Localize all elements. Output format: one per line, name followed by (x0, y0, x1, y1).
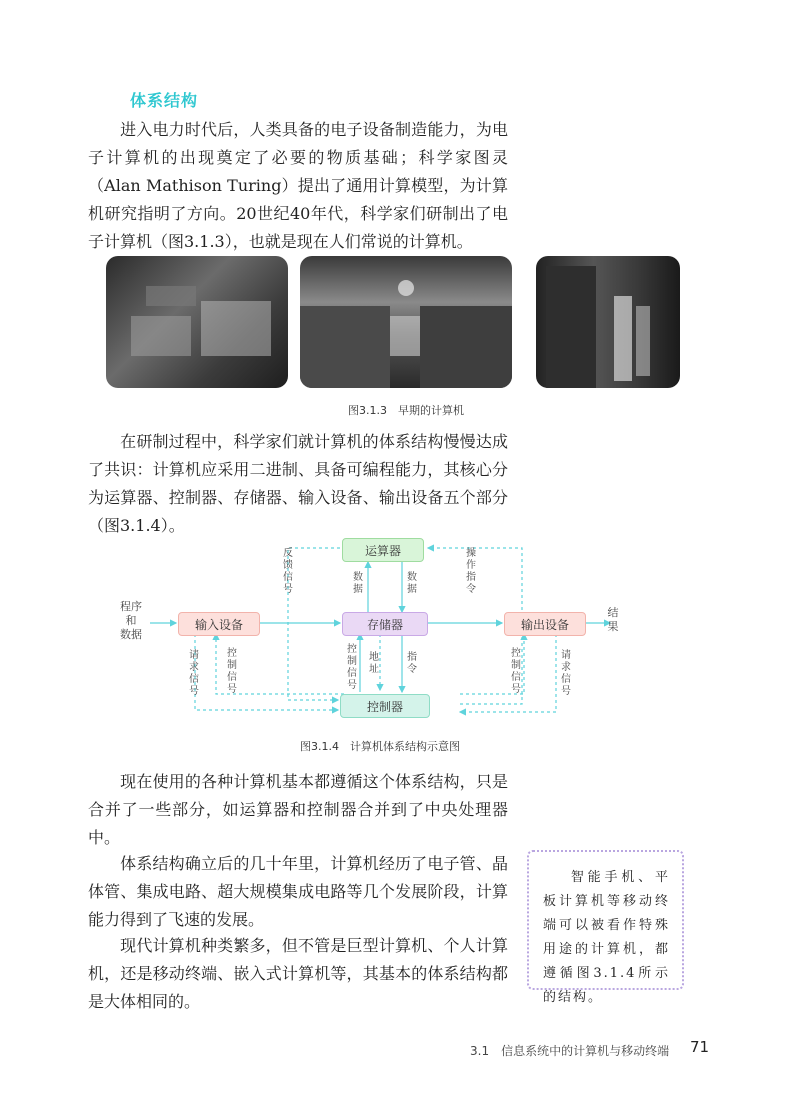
label-address: 地址 (369, 652, 379, 675)
photo-operators (536, 256, 680, 388)
label-control-signal-mid: 控制信号 (347, 644, 357, 691)
paragraph-5-text: 现代计算机种类繁多，但不管是巨型计算机、个人计算机，还是移动终端、嵌入式计算机等，其基本的体系结构都是大体相同的。 (88, 936, 508, 1011)
box-alu: 运算器 (342, 538, 424, 562)
section-title: 体系结构 (130, 91, 199, 110)
page-number: 71 (690, 1038, 710, 1056)
paragraph-4-text: 体系结构确立后的几十年里，计算机经历了电子管、晶体管、集成电路、超大规模集成电路等几个发展阶段，计算能力得到了飞速的发展。 (88, 854, 508, 929)
figure-3-1-4-caption: 图3.1.4 计算机体系结构示意图 (300, 740, 460, 753)
label-request-signal-right: 请求信号 (561, 650, 571, 697)
label-operation-instruction: 操作指令 (466, 548, 476, 595)
paragraph-3-text: 现在使用的各种计算机基本都遵循这个体系结构，只是合并了一些部分，如运算器和控制器合并到了中央处理器中。 (88, 772, 508, 847)
box-memory: 存储器 (342, 612, 428, 636)
figure-3-1-3-caption: 图3.1.3 早期的计算机 (348, 404, 464, 417)
label-request-signal-left: 请求信号 (189, 650, 199, 697)
label-result: 结 果 (607, 606, 619, 633)
photo-eniac (300, 256, 512, 388)
sidebar-note-text: 智能手机、平板计算机等移动终端可以被看作特殊用途的计算机，都遵循图3.1.4所示的结构。 (543, 870, 670, 1005)
label-data-down: 数据 (407, 572, 417, 595)
label-control-signal-right: 控制信号 (511, 648, 521, 695)
box-input-device: 输入设备 (178, 612, 260, 636)
paragraph-4 (88, 850, 508, 934)
photo-3-art (536, 256, 680, 388)
sidebar-note (527, 850, 684, 1005)
box-output-device: 输出设备 (504, 612, 586, 636)
photo-2-art (300, 256, 512, 388)
architecture-diagram (110, 532, 620, 722)
box-control: 控制器 (340, 694, 430, 718)
paragraph-3 (88, 768, 508, 852)
paragraph-2 (88, 428, 508, 540)
paragraph-1 (88, 116, 508, 256)
footer-chapter-title: 3.1 信息系统中的计算机与移动终端 (470, 1044, 670, 1058)
label-instruction: 指令 (407, 652, 417, 675)
paragraph-5 (88, 932, 508, 1016)
label-control-signal-left: 控制信号 (227, 648, 237, 695)
label-data-up: 数据 (353, 572, 363, 595)
paragraph-2-text: 在研制过程中，科学家们就计算机的体系结构慢慢达成了共识：计算机应采用二进制、具备可编程能力，其核心分为运算器、控制器、存储器、输入设备、输出设备五个部分（图3.1.4）。 (88, 432, 508, 535)
photo-early-computer-1 (106, 256, 288, 388)
photo-1-art (106, 256, 288, 388)
label-feedback-signal: 反馈信号 (283, 548, 293, 595)
paragraph-1-text: 进入电力时代后，人类具备的电子设备制造能力，为电子计算机的出现奠定了必要的物质基础；科学家图灵（Alan Mathison Turing）提出了通用计算模型，为计算机研究指明了方向。20世纪40年代，科学家们研制出了电子计算机（图3.1.3），也就是现在人们常说的计算机。 (88, 120, 508, 251)
label-program-data: 程序 和 数据 (120, 600, 142, 641)
